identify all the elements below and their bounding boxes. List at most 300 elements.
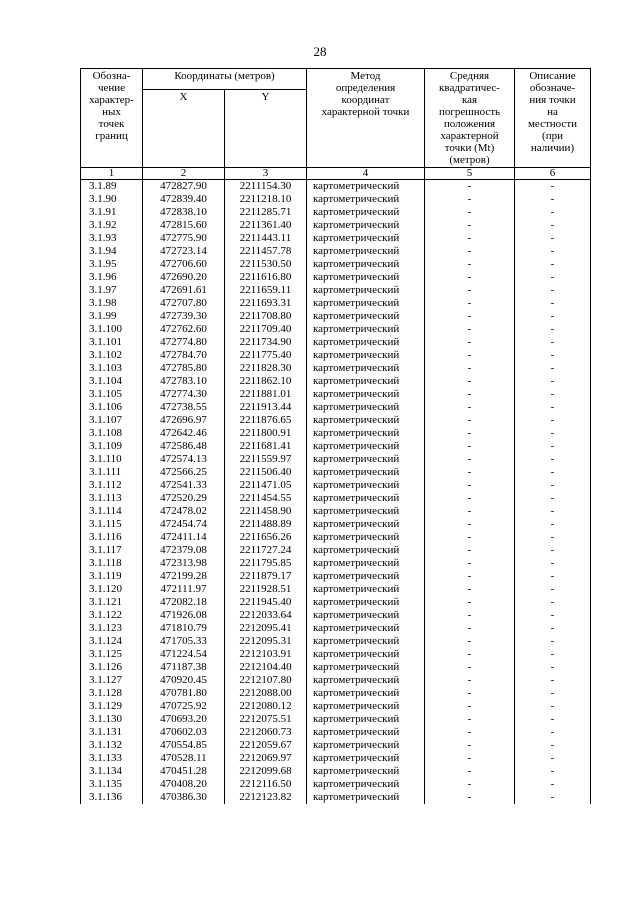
point-id-cell: 3.1.118: [81, 557, 143, 570]
y-coordinate-cell: 2211656.26: [225, 531, 307, 544]
method-cell: картометрический: [307, 271, 425, 284]
column-numbers-row: [81, 168, 591, 180]
description-cell: -: [515, 518, 591, 531]
mean-error-cell: -: [425, 778, 515, 791]
point-id-cell: 3.1.90: [81, 193, 143, 206]
method-cell: картометрический: [307, 518, 425, 531]
point-id-cell: 3.1.133: [81, 752, 143, 765]
header-y: Y: [225, 90, 307, 168]
x-coordinate-cell: 470386.30: [143, 791, 225, 804]
x-coordinate-cell: 472739.30: [143, 310, 225, 323]
point-id-cell: 3.1.100: [81, 323, 143, 336]
x-coordinate-cell: 470602.03: [143, 726, 225, 739]
method-cell: картометрический: [307, 258, 425, 271]
mean-error-cell: -: [425, 583, 515, 596]
y-coordinate-cell: 2212075.51: [225, 713, 307, 726]
y-coordinate-cell: 2211862.10: [225, 375, 307, 388]
description-cell: -: [515, 609, 591, 622]
y-coordinate-cell: 2211881.01: [225, 388, 307, 401]
point-id-cell: 3.1.104: [81, 375, 143, 388]
header-point-designation: Обозна- чение характер- ных точек границ: [81, 69, 143, 168]
x-coordinate-cell: 472454.74: [143, 518, 225, 531]
x-coordinate-cell: 472723.14: [143, 245, 225, 258]
x-coordinate-cell: 472775.90: [143, 232, 225, 245]
method-cell: картометрический: [307, 362, 425, 375]
description-cell: -: [515, 375, 591, 388]
point-id-cell: 3.1.130: [81, 713, 143, 726]
y-coordinate-cell: 2211945.40: [225, 596, 307, 609]
description-cell: -: [515, 557, 591, 570]
y-coordinate-cell: 2211361.40: [225, 219, 307, 232]
mean-error-cell: -: [425, 713, 515, 726]
x-coordinate-cell: 472111.97: [143, 583, 225, 596]
mean-error-cell: -: [425, 570, 515, 583]
description-cell: -: [515, 206, 591, 219]
mean-error-cell: -: [425, 752, 515, 765]
mean-error-cell: -: [425, 557, 515, 570]
table-row: [81, 778, 591, 791]
point-id-cell: 3.1.116: [81, 531, 143, 544]
description-cell: -: [515, 232, 591, 245]
y-coordinate-cell: 2211775.40: [225, 349, 307, 362]
method-cell: картометрический: [307, 778, 425, 791]
mean-error-cell: -: [425, 518, 515, 531]
table-row: [81, 349, 591, 362]
description-cell: -: [515, 726, 591, 739]
mean-error-cell: -: [425, 297, 515, 310]
y-coordinate-cell: 2212104.40: [225, 661, 307, 674]
mean-error-cell: -: [425, 661, 515, 674]
point-id-cell: 3.1.110: [81, 453, 143, 466]
table-row: [81, 583, 591, 596]
description-cell: -: [515, 466, 591, 479]
table-row: [81, 336, 591, 349]
method-cell: картометрический: [307, 180, 425, 194]
table-row: [81, 479, 591, 492]
y-coordinate-cell: 2211795.85: [225, 557, 307, 570]
table-row: [81, 518, 591, 531]
description-cell: -: [515, 674, 591, 687]
description-cell: -: [515, 284, 591, 297]
description-cell: -: [515, 492, 591, 505]
mean-error-cell: -: [425, 440, 515, 453]
description-cell: -: [515, 323, 591, 336]
y-coordinate-cell: 2211471.05: [225, 479, 307, 492]
table-row: [81, 440, 591, 453]
table-row: [81, 570, 591, 583]
mean-error-cell: -: [425, 271, 515, 284]
mean-error-cell: -: [425, 401, 515, 414]
description-cell: -: [515, 791, 591, 804]
description-cell: -: [515, 596, 591, 609]
point-id-cell: 3.1.115: [81, 518, 143, 531]
point-id-cell: 3.1.126: [81, 661, 143, 674]
x-coordinate-cell: 470408.20: [143, 778, 225, 791]
description-cell: -: [515, 414, 591, 427]
y-coordinate-cell: 2211530.50: [225, 258, 307, 271]
description-cell: -: [515, 687, 591, 700]
method-cell: картометрический: [307, 297, 425, 310]
point-id-cell: 3.1.127: [81, 674, 143, 687]
description-cell: -: [515, 531, 591, 544]
mean-error-cell: -: [425, 193, 515, 206]
x-coordinate-cell: 472838.10: [143, 206, 225, 219]
y-coordinate-cell: 2211734.90: [225, 336, 307, 349]
point-id-cell: 3.1.135: [81, 778, 143, 791]
description-cell: -: [515, 752, 591, 765]
y-coordinate-cell: 2211708.80: [225, 310, 307, 323]
description-cell: -: [515, 349, 591, 362]
table-row: [81, 752, 591, 765]
table-row: [81, 362, 591, 375]
table-row: [81, 180, 591, 194]
point-id-cell: 3.1.95: [81, 258, 143, 271]
y-coordinate-cell: 2211913.44: [225, 401, 307, 414]
y-coordinate-cell: 2212060.73: [225, 726, 307, 739]
y-coordinate-cell: 2211506.40: [225, 466, 307, 479]
y-coordinate-cell: 2211458.90: [225, 505, 307, 518]
table-row: [81, 193, 591, 206]
method-cell: картометрический: [307, 557, 425, 570]
description-cell: -: [515, 570, 591, 583]
method-cell: картометрический: [307, 596, 425, 609]
x-coordinate-cell: 471705.33: [143, 635, 225, 648]
method-cell: картометрический: [307, 648, 425, 661]
x-coordinate-cell: 472691.61: [143, 284, 225, 297]
method-cell: картометрический: [307, 232, 425, 245]
mean-error-cell: -: [425, 466, 515, 479]
table-row: [81, 505, 591, 518]
method-cell: картометрический: [307, 193, 425, 206]
method-cell: картометрический: [307, 570, 425, 583]
table-row: [81, 544, 591, 557]
description-cell: -: [515, 479, 591, 492]
mean-error-cell: -: [425, 388, 515, 401]
method-cell: картометрический: [307, 609, 425, 622]
table-row: [81, 609, 591, 622]
method-cell: картометрический: [307, 440, 425, 453]
table-row: [81, 661, 591, 674]
method-cell: картометрический: [307, 700, 425, 713]
mean-error-cell: -: [425, 362, 515, 375]
mean-error-cell: -: [425, 414, 515, 427]
table-row: [81, 596, 591, 609]
point-id-cell: 3.1.136: [81, 791, 143, 804]
y-coordinate-cell: 2212095.41: [225, 622, 307, 635]
y-coordinate-cell: 2211218.10: [225, 193, 307, 206]
description-cell: -: [515, 297, 591, 310]
mean-error-cell: -: [425, 284, 515, 297]
x-coordinate-cell: 472738.55: [143, 401, 225, 414]
x-coordinate-cell: 470781.80: [143, 687, 225, 700]
point-id-cell: 3.1.107: [81, 414, 143, 427]
mean-error-cell: -: [425, 544, 515, 557]
description-cell: -: [515, 700, 591, 713]
table-row: [81, 726, 591, 739]
mean-error-cell: -: [425, 232, 515, 245]
mean-error-cell: -: [425, 453, 515, 466]
point-id-cell: 3.1.113: [81, 492, 143, 505]
point-id-cell: 3.1.134: [81, 765, 143, 778]
table-row: [81, 414, 591, 427]
method-cell: картометрический: [307, 687, 425, 700]
column-number: 6: [515, 168, 591, 180]
description-cell: -: [515, 544, 591, 557]
method-cell: картометрический: [307, 323, 425, 336]
point-id-cell: 3.1.97: [81, 284, 143, 297]
point-id-cell: 3.1.92: [81, 219, 143, 232]
table-row: [81, 310, 591, 323]
mean-error-cell: -: [425, 765, 515, 778]
mean-error-cell: -: [425, 492, 515, 505]
y-coordinate-cell: 2212033.64: [225, 609, 307, 622]
point-id-cell: 3.1.89: [81, 180, 143, 194]
page-number: 28: [313, 44, 327, 59]
table-row: [81, 206, 591, 219]
description-cell: -: [515, 193, 591, 206]
mean-error-cell: -: [425, 596, 515, 609]
method-cell: картометрический: [307, 245, 425, 258]
table-row: [81, 388, 591, 401]
x-coordinate-cell: 470528.11: [143, 752, 225, 765]
method-cell: картометрический: [307, 375, 425, 388]
mean-error-cell: -: [425, 427, 515, 440]
point-id-cell: 3.1.101: [81, 336, 143, 349]
table-row: [81, 687, 591, 700]
table-row: [81, 232, 591, 245]
point-id-cell: 3.1.122: [81, 609, 143, 622]
table-row: [81, 284, 591, 297]
point-id-cell: 3.1.119: [81, 570, 143, 583]
x-coordinate-cell: 472586.48: [143, 440, 225, 453]
point-id-cell: 3.1.109: [81, 440, 143, 453]
table-row: [81, 648, 591, 661]
point-id-cell: 3.1.94: [81, 245, 143, 258]
mean-error-cell: -: [425, 258, 515, 271]
mean-error-cell: -: [425, 791, 515, 804]
table-row: [81, 492, 591, 505]
table-row: [81, 791, 591, 804]
y-coordinate-cell: 2212059.67: [225, 739, 307, 752]
x-coordinate-cell: 472642.46: [143, 427, 225, 440]
table-header: [81, 69, 591, 180]
y-coordinate-cell: 2212099.68: [225, 765, 307, 778]
mean-error-cell: -: [425, 206, 515, 219]
x-coordinate-cell: 472082.18: [143, 596, 225, 609]
mean-error-cell: -: [425, 739, 515, 752]
method-cell: картометрический: [307, 726, 425, 739]
point-id-cell: 3.1.129: [81, 700, 143, 713]
method-cell: картометрический: [307, 219, 425, 232]
y-coordinate-cell: 2211800.91: [225, 427, 307, 440]
method-cell: картометрический: [307, 401, 425, 414]
table-row: [81, 219, 591, 232]
mean-error-cell: -: [425, 219, 515, 232]
description-cell: -: [515, 713, 591, 726]
table-row: [81, 323, 591, 336]
description-cell: -: [515, 583, 591, 596]
table-row: [81, 531, 591, 544]
x-coordinate-cell: 472762.60: [143, 323, 225, 336]
header-x: X: [143, 90, 225, 168]
table-row: [81, 674, 591, 687]
point-id-cell: 3.1.103: [81, 362, 143, 375]
coordinates-table: [80, 68, 591, 804]
table-row: [81, 271, 591, 284]
x-coordinate-cell: 472774.80: [143, 336, 225, 349]
description-cell: -: [515, 362, 591, 375]
method-cell: картометрический: [307, 479, 425, 492]
y-coordinate-cell: 2211443.11: [225, 232, 307, 245]
point-id-cell: 3.1.93: [81, 232, 143, 245]
y-coordinate-cell: 2211928.51: [225, 583, 307, 596]
description-cell: -: [515, 765, 591, 778]
mean-error-cell: -: [425, 726, 515, 739]
method-cell: картометрический: [307, 661, 425, 674]
mean-error-cell: -: [425, 245, 515, 258]
y-coordinate-cell: 2212123.82: [225, 791, 307, 804]
table-row: [81, 765, 591, 778]
mean-error-cell: -: [425, 180, 515, 194]
column-number: 1: [81, 168, 143, 180]
table-row: [81, 700, 591, 713]
y-coordinate-cell: 2211154.30: [225, 180, 307, 194]
method-cell: картометрический: [307, 531, 425, 544]
y-coordinate-cell: 2211681.41: [225, 440, 307, 453]
method-cell: картометрический: [307, 544, 425, 557]
description-cell: -: [515, 310, 591, 323]
point-id-cell: 3.1.91: [81, 206, 143, 219]
y-coordinate-cell: 2212069.97: [225, 752, 307, 765]
point-id-cell: 3.1.106: [81, 401, 143, 414]
table-row: [81, 635, 591, 648]
description-cell: -: [515, 258, 591, 271]
point-id-cell: 3.1.114: [81, 505, 143, 518]
y-coordinate-cell: 2212103.91: [225, 648, 307, 661]
point-id-cell: 3.1.120: [81, 583, 143, 596]
x-coordinate-cell: 472839.40: [143, 193, 225, 206]
x-coordinate-cell: 472520.29: [143, 492, 225, 505]
x-coordinate-cell: 472696.97: [143, 414, 225, 427]
description-cell: -: [515, 427, 591, 440]
y-coordinate-cell: 2211709.40: [225, 323, 307, 336]
mean-error-cell: -: [425, 687, 515, 700]
x-coordinate-cell: 472774.30: [143, 388, 225, 401]
description-cell: -: [515, 453, 591, 466]
header-method: Метод определения координат характерной точки: [307, 69, 425, 168]
point-id-cell: 3.1.131: [81, 726, 143, 739]
x-coordinate-cell: 472541.33: [143, 479, 225, 492]
column-number: 4: [307, 168, 425, 180]
description-cell: -: [515, 245, 591, 258]
method-cell: картометрический: [307, 791, 425, 804]
y-coordinate-cell: 2211285.71: [225, 206, 307, 219]
x-coordinate-cell: 472707.80: [143, 297, 225, 310]
x-coordinate-cell: 471224.54: [143, 648, 225, 661]
table-row: [81, 401, 591, 414]
table-row: [81, 466, 591, 479]
y-coordinate-cell: 2211616.80: [225, 271, 307, 284]
method-cell: картометрический: [307, 349, 425, 362]
method-cell: картометрический: [307, 414, 425, 427]
description-cell: -: [515, 778, 591, 791]
point-id-cell: 3.1.128: [81, 687, 143, 700]
header-coordinates: Координаты (метров): [143, 69, 307, 90]
method-cell: картометрический: [307, 635, 425, 648]
table-row: [81, 375, 591, 388]
table-row: [81, 739, 591, 752]
table-row: [81, 245, 591, 258]
x-coordinate-cell: 472785.80: [143, 362, 225, 375]
y-coordinate-cell: 2212095.31: [225, 635, 307, 648]
method-cell: картометрический: [307, 310, 425, 323]
x-coordinate-cell: 472690.20: [143, 271, 225, 284]
mean-error-cell: -: [425, 700, 515, 713]
x-coordinate-cell: 470554.85: [143, 739, 225, 752]
x-coordinate-cell: 470451.28: [143, 765, 225, 778]
mean-error-cell: -: [425, 648, 515, 661]
y-coordinate-cell: 2211828.30: [225, 362, 307, 375]
mean-error-cell: -: [425, 505, 515, 518]
mean-error-cell: -: [425, 622, 515, 635]
point-id-cell: 3.1.132: [81, 739, 143, 752]
point-id-cell: 3.1.98: [81, 297, 143, 310]
point-id-cell: 3.1.96: [81, 271, 143, 284]
description-cell: -: [515, 219, 591, 232]
y-coordinate-cell: 2211488.89: [225, 518, 307, 531]
point-id-cell: 3.1.105: [81, 388, 143, 401]
table-row: [81, 453, 591, 466]
column-number: 3: [225, 168, 307, 180]
method-cell: картометрический: [307, 505, 425, 518]
description-cell: -: [515, 739, 591, 752]
method-cell: картометрический: [307, 765, 425, 778]
y-coordinate-cell: 2212088.00: [225, 687, 307, 700]
x-coordinate-cell: 471810.79: [143, 622, 225, 635]
y-coordinate-cell: 2211876.65: [225, 414, 307, 427]
y-coordinate-cell: 2211693.31: [225, 297, 307, 310]
table-row: [81, 258, 591, 271]
point-id-cell: 3.1.121: [81, 596, 143, 609]
mean-error-cell: -: [425, 531, 515, 544]
column-number: 5: [425, 168, 515, 180]
x-coordinate-cell: 470920.45: [143, 674, 225, 687]
mean-error-cell: -: [425, 336, 515, 349]
mean-error-cell: -: [425, 674, 515, 687]
method-cell: картометрический: [307, 388, 425, 401]
method-cell: картометрический: [307, 674, 425, 687]
table-row: [81, 427, 591, 440]
method-cell: картометрический: [307, 713, 425, 726]
x-coordinate-cell: 472199.28: [143, 570, 225, 583]
method-cell: картометрический: [307, 453, 425, 466]
column-number: 2: [143, 168, 225, 180]
point-id-cell: 3.1.102: [81, 349, 143, 362]
mean-error-cell: -: [425, 310, 515, 323]
description-cell: -: [515, 336, 591, 349]
x-coordinate-cell: 472379.08: [143, 544, 225, 557]
x-coordinate-cell: 472574.13: [143, 453, 225, 466]
point-id-cell: 3.1.99: [81, 310, 143, 323]
description-cell: -: [515, 635, 591, 648]
x-coordinate-cell: 472706.60: [143, 258, 225, 271]
mean-error-cell: -: [425, 479, 515, 492]
point-id-cell: 3.1.112: [81, 479, 143, 492]
point-id-cell: 3.1.125: [81, 648, 143, 661]
y-coordinate-cell: 2212080.12: [225, 700, 307, 713]
y-coordinate-cell: 2212116.50: [225, 778, 307, 791]
y-coordinate-cell: 2211454.55: [225, 492, 307, 505]
